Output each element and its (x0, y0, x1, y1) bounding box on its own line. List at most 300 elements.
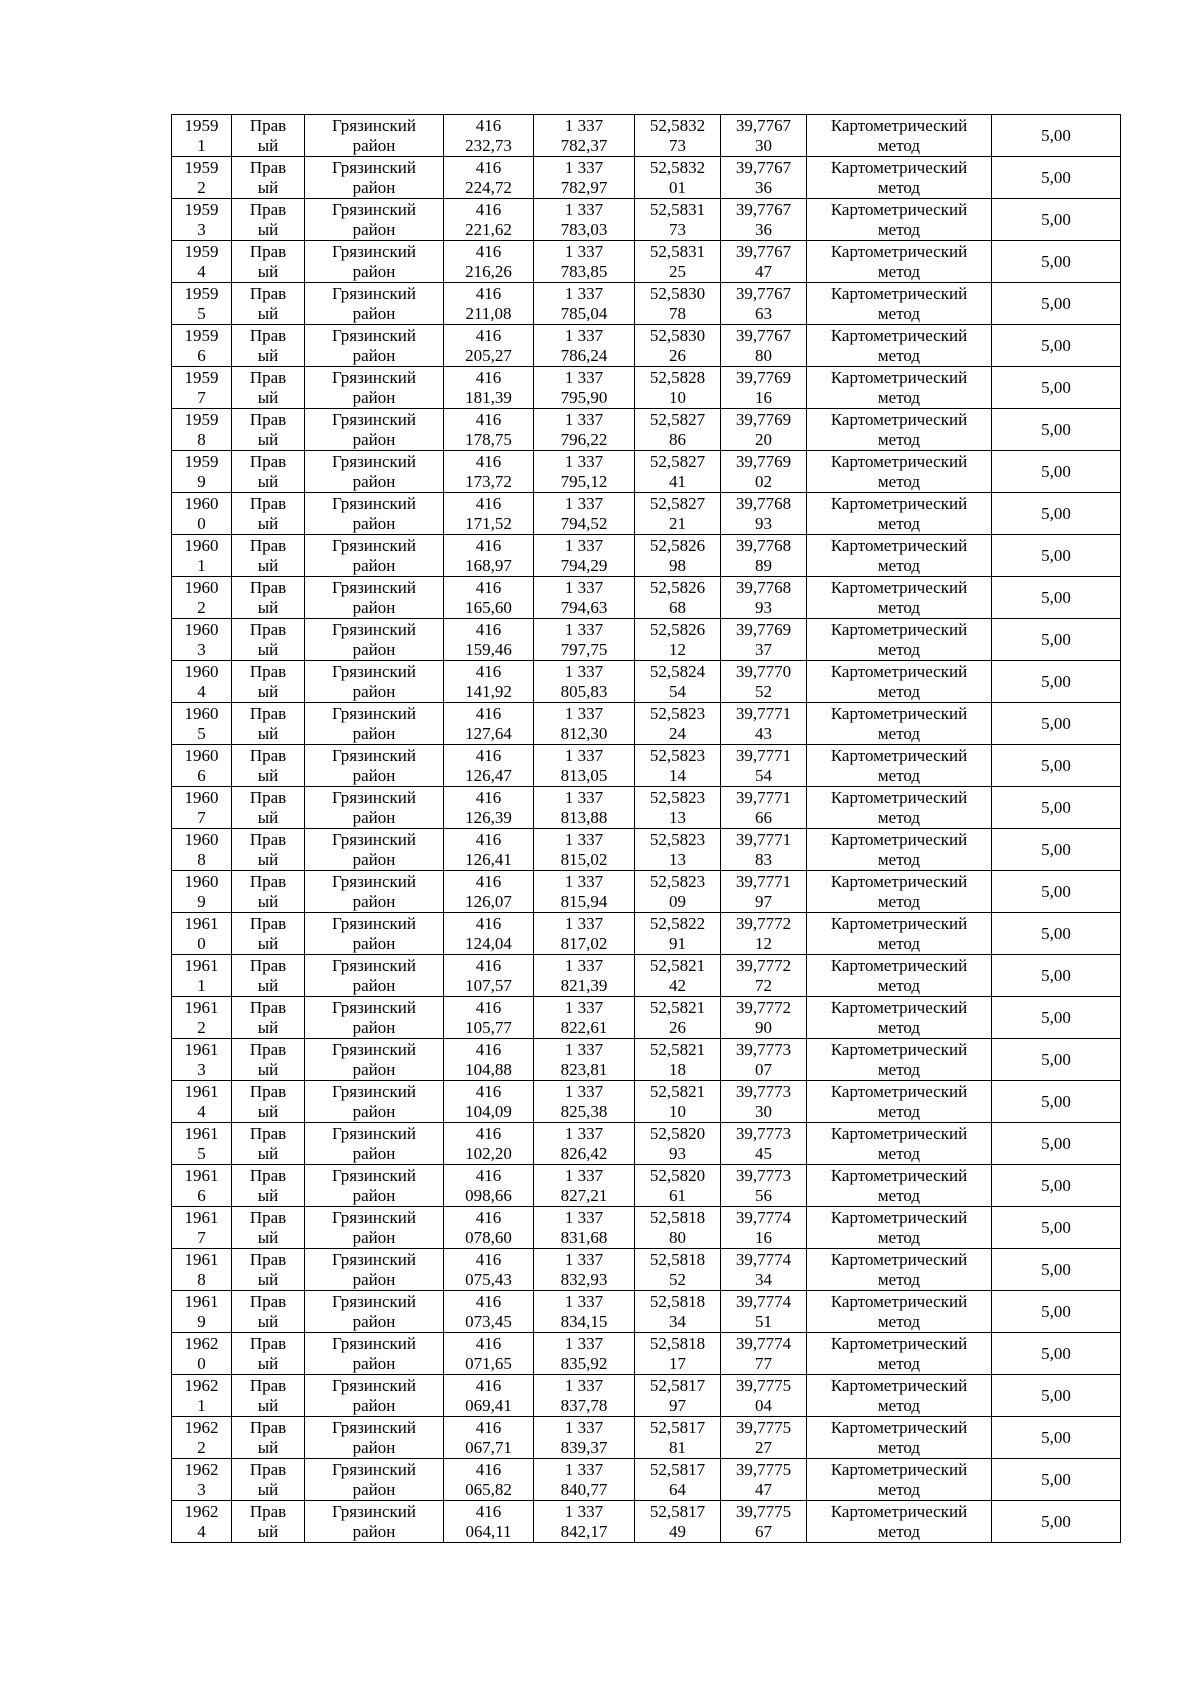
x-coordinate-line: 416 (475, 283, 502, 303)
y-coordinate-line: 1 337 (564, 955, 604, 975)
method-line: метод (877, 1143, 921, 1163)
bank-side-line: Прав (249, 1039, 287, 1059)
y-coordinate-line: 813,88 (560, 807, 608, 827)
district-line: Грязинский (332, 577, 416, 597)
latitude-line: 10 (669, 387, 686, 407)
longitude-line: 93 (755, 597, 772, 617)
district-line: район (352, 387, 396, 407)
method-cell (807, 787, 992, 829)
latitude-cell (635, 1333, 721, 1375)
method-line: метод (877, 1227, 921, 1247)
longitude-cell (721, 577, 807, 619)
method-line: Картометрический (830, 1165, 968, 1185)
x-coordinate-cell (444, 955, 534, 997)
longitude-line: 07 (755, 1059, 772, 1079)
bank-side-cell (232, 157, 305, 199)
latitude-cell (635, 661, 721, 703)
bank-side-line: Прав (249, 913, 287, 933)
point-number-line: 1 (197, 555, 206, 575)
y-coordinate-line: 1 337 (564, 1207, 604, 1227)
bank-side-line: ый (257, 597, 279, 617)
accuracy-value: 5,00 (1041, 1091, 1071, 1111)
x-coordinate-line: 416 (475, 325, 502, 345)
x-coordinate-line: 181,39 (465, 387, 512, 407)
point-number-line: 1961 (184, 1123, 219, 1143)
bank-side-line: Прав (249, 1081, 287, 1101)
x-coordinate-line: 416 (475, 409, 502, 429)
method-line: метод (877, 1395, 921, 1415)
table-row (172, 1333, 1121, 1375)
bank-side-line: Прав (249, 241, 287, 261)
district-cell (305, 157, 444, 199)
district-cell (305, 1501, 444, 1543)
bank-side-line: ый (257, 975, 279, 995)
method-line: метод (877, 513, 921, 533)
x-coordinate-line: 416 (475, 1123, 502, 1143)
accuracy-value: 5,00 (1041, 377, 1071, 397)
accuracy-value: 5,00 (1041, 1385, 1071, 1405)
accuracy-value: 5,00 (1041, 209, 1071, 229)
longitude-cell (721, 1459, 807, 1501)
y-coordinate-line: 1 337 (564, 1417, 604, 1437)
district-line: район (352, 177, 396, 197)
latitude-line: 98 (669, 555, 686, 575)
x-coordinate-line: 168,97 (465, 555, 512, 575)
table-body (172, 115, 1121, 1543)
longitude-cell (721, 703, 807, 745)
bank-side-cell (232, 1291, 305, 1333)
accuracy-value: 5,00 (1041, 1259, 1071, 1279)
latitude-cell (635, 1291, 721, 1333)
accuracy-value: 5,00 (1041, 839, 1071, 859)
method-cell (807, 1501, 992, 1543)
x-coordinate-line: 078,60 (465, 1227, 512, 1247)
method-line: Картометрический (830, 871, 968, 891)
y-coordinate-line: 813,05 (560, 765, 608, 785)
y-coordinate-cell (534, 787, 635, 829)
district-cell (305, 871, 444, 913)
y-coordinate-cell (534, 1039, 635, 1081)
x-coordinate-cell (444, 577, 534, 619)
accuracy-value: 5,00 (1041, 125, 1071, 145)
longitude-line: 39,7775 (735, 1501, 792, 1521)
longitude-cell (721, 493, 807, 535)
district-line: Грязинский (332, 1039, 416, 1059)
accuracy-cell (992, 1459, 1121, 1501)
longitude-line: 54 (755, 765, 772, 785)
x-coordinate-cell (444, 451, 534, 493)
y-coordinate-cell (534, 1375, 635, 1417)
method-line: метод (877, 849, 921, 869)
y-coordinate-cell (534, 241, 635, 283)
district-line: Грязинский (332, 1501, 416, 1521)
method-line: метод (877, 1521, 921, 1541)
district-line: Грязинский (332, 871, 416, 891)
x-coordinate-line: 416 (475, 157, 502, 177)
point-number-line: 1961 (184, 1207, 219, 1227)
method-line: метод (877, 891, 921, 911)
x-coordinate-cell (444, 829, 534, 871)
y-coordinate-line: 1 337 (564, 157, 604, 177)
longitude-line: 39,7772 (735, 997, 792, 1017)
bank-side-line: ый (257, 429, 279, 449)
bank-side-line: ый (257, 891, 279, 911)
accuracy-cell (992, 619, 1121, 661)
x-coordinate-line: 126,47 (465, 765, 512, 785)
x-coordinate-cell (444, 1165, 534, 1207)
x-coordinate-line: 232,73 (465, 135, 512, 155)
latitude-line: 52,5831 (649, 241, 706, 261)
bank-side-cell (232, 1459, 305, 1501)
x-coordinate-cell (444, 1291, 534, 1333)
latitude-line: 49 (669, 1521, 686, 1541)
bank-side-line: Прав (249, 409, 287, 429)
table-row (172, 367, 1121, 409)
latitude-line: 78 (669, 303, 686, 323)
longitude-line: 39,7775 (735, 1459, 792, 1479)
point-number-line: 3 (197, 639, 206, 659)
y-coordinate-line: 782,97 (560, 177, 608, 197)
longitude-cell (721, 1291, 807, 1333)
longitude-line: 02 (755, 471, 772, 491)
point-number-line: 8 (197, 849, 206, 869)
latitude-line: 10 (669, 1101, 686, 1121)
point-number-line: 1962 (184, 1417, 219, 1437)
district-line: Грязинский (332, 199, 416, 219)
y-coordinate-line: 1 337 (564, 1333, 604, 1353)
y-coordinate-line: 1 337 (564, 1081, 604, 1101)
bank-side-line: ый (257, 387, 279, 407)
bank-side-cell (232, 1123, 305, 1165)
longitude-cell (721, 829, 807, 871)
latitude-cell (635, 619, 721, 661)
district-cell (305, 1417, 444, 1459)
longitude-line: 04 (755, 1395, 772, 1415)
latitude-cell (635, 283, 721, 325)
longitude-cell (721, 535, 807, 577)
longitude-line: 39,7767 (735, 157, 792, 177)
x-coordinate-line: 416 (475, 493, 502, 513)
method-line: метод (877, 345, 921, 365)
method-line: Картометрический (830, 199, 968, 219)
longitude-line: 39,7771 (735, 829, 792, 849)
table-row (172, 997, 1121, 1039)
latitude-line: 52,5826 (649, 577, 706, 597)
longitude-line: 52 (755, 681, 772, 701)
accuracy-value: 5,00 (1041, 1007, 1071, 1027)
accuracy-cell (992, 1333, 1121, 1375)
longitude-line: 36 (755, 219, 772, 239)
latitude-line: 80 (669, 1227, 686, 1247)
point-number-line: 1962 (184, 1375, 219, 1395)
method-cell (807, 367, 992, 409)
method-cell (807, 1291, 992, 1333)
method-cell (807, 1207, 992, 1249)
x-coordinate-cell (444, 493, 534, 535)
x-coordinate-line: 416 (475, 703, 502, 723)
table-row (172, 115, 1121, 157)
method-cell (807, 913, 992, 955)
longitude-line: 30 (755, 135, 772, 155)
district-cell (305, 1249, 444, 1291)
longitude-line: 56 (755, 1185, 772, 1205)
longitude-line: 66 (755, 807, 772, 827)
y-coordinate-line: 815,94 (560, 891, 608, 911)
longitude-line: 12 (755, 933, 772, 953)
latitude-line: 52,5817 (649, 1459, 706, 1479)
point-number-line: 4 (197, 261, 206, 281)
point-number-line: 5 (197, 1143, 206, 1163)
point-number-line: 4 (197, 681, 206, 701)
table-row (172, 1501, 1121, 1543)
y-coordinate-line: 796,22 (560, 429, 608, 449)
bank-side-line: ый (257, 135, 279, 155)
accuracy-value: 5,00 (1041, 713, 1071, 733)
accuracy-value: 5,00 (1041, 587, 1071, 607)
table-row (172, 703, 1121, 745)
accuracy-cell (992, 1291, 1121, 1333)
latitude-line: 52,5827 (649, 451, 706, 471)
point-number-cell (172, 1249, 232, 1291)
bank-side-line: Прав (249, 829, 287, 849)
accuracy-cell (992, 661, 1121, 703)
bank-side-line: Прав (249, 745, 287, 765)
district-line: район (352, 513, 396, 533)
longitude-cell (721, 619, 807, 661)
y-coordinate-line: 1 337 (564, 451, 604, 471)
latitude-line: 41 (669, 471, 686, 491)
bank-side-cell (232, 1165, 305, 1207)
accuracy-value: 5,00 (1041, 797, 1071, 817)
accuracy-value: 5,00 (1041, 1217, 1071, 1237)
bank-side-line: Прав (249, 871, 287, 891)
bank-side-line: Прав (249, 1417, 287, 1437)
method-cell (807, 829, 992, 871)
district-cell (305, 787, 444, 829)
bank-side-cell (232, 283, 305, 325)
bank-side-line: ый (257, 765, 279, 785)
method-line: Картометрический (830, 787, 968, 807)
bank-side-line: ый (257, 1017, 279, 1037)
x-coordinate-cell (444, 1375, 534, 1417)
y-coordinate-line: 782,37 (560, 135, 608, 155)
bank-side-line: ый (257, 177, 279, 197)
latitude-line: 68 (669, 597, 686, 617)
longitude-cell (721, 1039, 807, 1081)
district-line: район (352, 723, 396, 743)
point-number-cell (172, 787, 232, 829)
accuracy-cell (992, 535, 1121, 577)
x-coordinate-line: 105,77 (465, 1017, 512, 1037)
method-cell (807, 451, 992, 493)
y-coordinate-cell (534, 913, 635, 955)
method-line: метод (877, 1059, 921, 1079)
point-number-line: 3 (197, 219, 206, 239)
latitude-line: 18 (669, 1059, 686, 1079)
table-row (172, 241, 1121, 283)
latitude-cell (635, 1375, 721, 1417)
x-coordinate-line: 416 (475, 955, 502, 975)
x-coordinate-cell (444, 409, 534, 451)
accuracy-cell (992, 367, 1121, 409)
y-coordinate-line: 823,81 (560, 1059, 608, 1079)
district-cell (305, 1123, 444, 1165)
point-number-line: 1961 (184, 1165, 219, 1185)
point-number-cell (172, 493, 232, 535)
district-line: район (352, 555, 396, 575)
accuracy-value: 5,00 (1041, 1511, 1071, 1531)
bank-side-line: ый (257, 1479, 279, 1499)
bank-side-line: Прав (249, 1375, 287, 1395)
bank-side-line: ый (257, 807, 279, 827)
bank-side-cell (232, 1081, 305, 1123)
point-number-line: 7 (197, 1227, 206, 1247)
method-line: Картометрический (830, 661, 968, 681)
bank-side-line: Прав (249, 997, 287, 1017)
method-line: Картометрический (830, 703, 968, 723)
y-coordinate-line: 1 337 (564, 1291, 604, 1311)
district-cell (305, 451, 444, 493)
district-line: район (352, 1227, 396, 1247)
y-coordinate-line: 805,83 (560, 681, 608, 701)
x-coordinate-cell (444, 115, 534, 157)
accuracy-cell (992, 1249, 1121, 1291)
latitude-line: 14 (669, 765, 686, 785)
latitude-cell (635, 1123, 721, 1165)
district-line: район (352, 975, 396, 995)
accuracy-cell (992, 1081, 1121, 1123)
x-coordinate-cell (444, 1333, 534, 1375)
y-coordinate-cell (534, 1207, 635, 1249)
longitude-line: 37 (755, 639, 772, 659)
district-line: Грязинский (332, 661, 416, 681)
point-number-line: 3 (197, 1479, 206, 1499)
table-row (172, 955, 1121, 997)
latitude-line: 86 (669, 429, 686, 449)
latitude-line: 52,5818 (649, 1207, 706, 1227)
point-number-line: 6 (197, 345, 206, 365)
bank-side-line: ый (257, 513, 279, 533)
latitude-line: 52,5830 (649, 283, 706, 303)
method-line: метод (877, 555, 921, 575)
bank-side-line: Прав (249, 325, 287, 345)
y-coordinate-line: 839,37 (560, 1437, 608, 1457)
district-line: район (352, 1437, 396, 1457)
bank-side-cell (232, 829, 305, 871)
longitude-cell (721, 451, 807, 493)
x-coordinate-cell (444, 283, 534, 325)
bank-side-line: Прав (249, 1501, 287, 1521)
x-coordinate-line: 416 (475, 1375, 502, 1395)
district-cell (305, 1291, 444, 1333)
y-coordinate-line: 822,61 (560, 1017, 608, 1037)
bank-side-line: Прав (249, 619, 287, 639)
x-coordinate-line: 416 (475, 1165, 502, 1185)
y-coordinate-line: 812,30 (560, 723, 608, 743)
latitude-line: 52,5832 (649, 115, 706, 135)
latitude-line: 52,5827 (649, 493, 706, 513)
method-line: Картометрический (830, 535, 968, 555)
district-line: район (352, 765, 396, 785)
method-line: Картометрический (830, 955, 968, 975)
method-cell (807, 283, 992, 325)
accuracy-value: 5,00 (1041, 503, 1071, 523)
latitude-line: 26 (669, 345, 686, 365)
latitude-cell (635, 409, 721, 451)
x-coordinate-line: 126,39 (465, 807, 512, 827)
bank-side-cell (232, 955, 305, 997)
district-line: Грязинский (332, 1123, 416, 1143)
method-cell (807, 115, 992, 157)
district-cell (305, 241, 444, 283)
longitude-line: 90 (755, 1017, 772, 1037)
accuracy-value: 5,00 (1041, 167, 1071, 187)
district-cell (305, 409, 444, 451)
point-number-line: 7 (197, 387, 206, 407)
district-line: район (352, 1395, 396, 1415)
method-line: Картометрический (830, 1291, 968, 1311)
bank-side-cell (232, 367, 305, 409)
method-line: Картометрический (830, 829, 968, 849)
y-coordinate-line: 1 337 (564, 913, 604, 933)
accuracy-cell (992, 241, 1121, 283)
longitude-line: 39,7771 (735, 745, 792, 765)
method-line: Картометрический (830, 1459, 968, 1479)
latitude-cell (635, 493, 721, 535)
point-number-line: 1959 (184, 283, 219, 303)
district-line: район (352, 429, 396, 449)
longitude-line: 77 (755, 1353, 772, 1373)
point-number-line: 8 (197, 1269, 206, 1289)
accuracy-value: 5,00 (1041, 293, 1071, 313)
y-coordinate-cell (534, 703, 635, 745)
x-coordinate-cell (444, 1249, 534, 1291)
method-cell (807, 325, 992, 367)
district-line: район (352, 1269, 396, 1289)
accuracy-value: 5,00 (1041, 629, 1071, 649)
point-number-line: 1961 (184, 1249, 219, 1269)
y-coordinate-cell (534, 661, 635, 703)
latitude-line: 01 (669, 177, 686, 197)
method-cell (807, 745, 992, 787)
bank-side-cell (232, 913, 305, 955)
latitude-line: 52,5826 (649, 619, 706, 639)
latitude-line: 52,5823 (649, 745, 706, 765)
y-coordinate-line: 817,02 (560, 933, 608, 953)
y-coordinate-cell (534, 1459, 635, 1501)
x-coordinate-line: 416 (475, 745, 502, 765)
y-coordinate-line: 840,77 (560, 1479, 608, 1499)
district-cell (305, 1207, 444, 1249)
table-row (172, 871, 1121, 913)
latitude-line: 81 (669, 1437, 686, 1457)
bank-side-line: Прав (249, 1459, 287, 1479)
district-line: район (352, 303, 396, 323)
latitude-line: 52,5818 (649, 1333, 706, 1353)
district-line: Грязинский (332, 493, 416, 513)
x-coordinate-line: 416 (475, 661, 502, 681)
y-coordinate-line: 783,85 (560, 261, 608, 281)
y-coordinate-cell (534, 283, 635, 325)
accuracy-value: 5,00 (1041, 545, 1071, 565)
table-row (172, 409, 1121, 451)
point-number-cell (172, 1123, 232, 1165)
district-cell (305, 1333, 444, 1375)
bank-side-line: ый (257, 471, 279, 491)
method-cell (807, 703, 992, 745)
method-line: Картометрический (830, 1207, 968, 1227)
latitude-cell (635, 871, 721, 913)
